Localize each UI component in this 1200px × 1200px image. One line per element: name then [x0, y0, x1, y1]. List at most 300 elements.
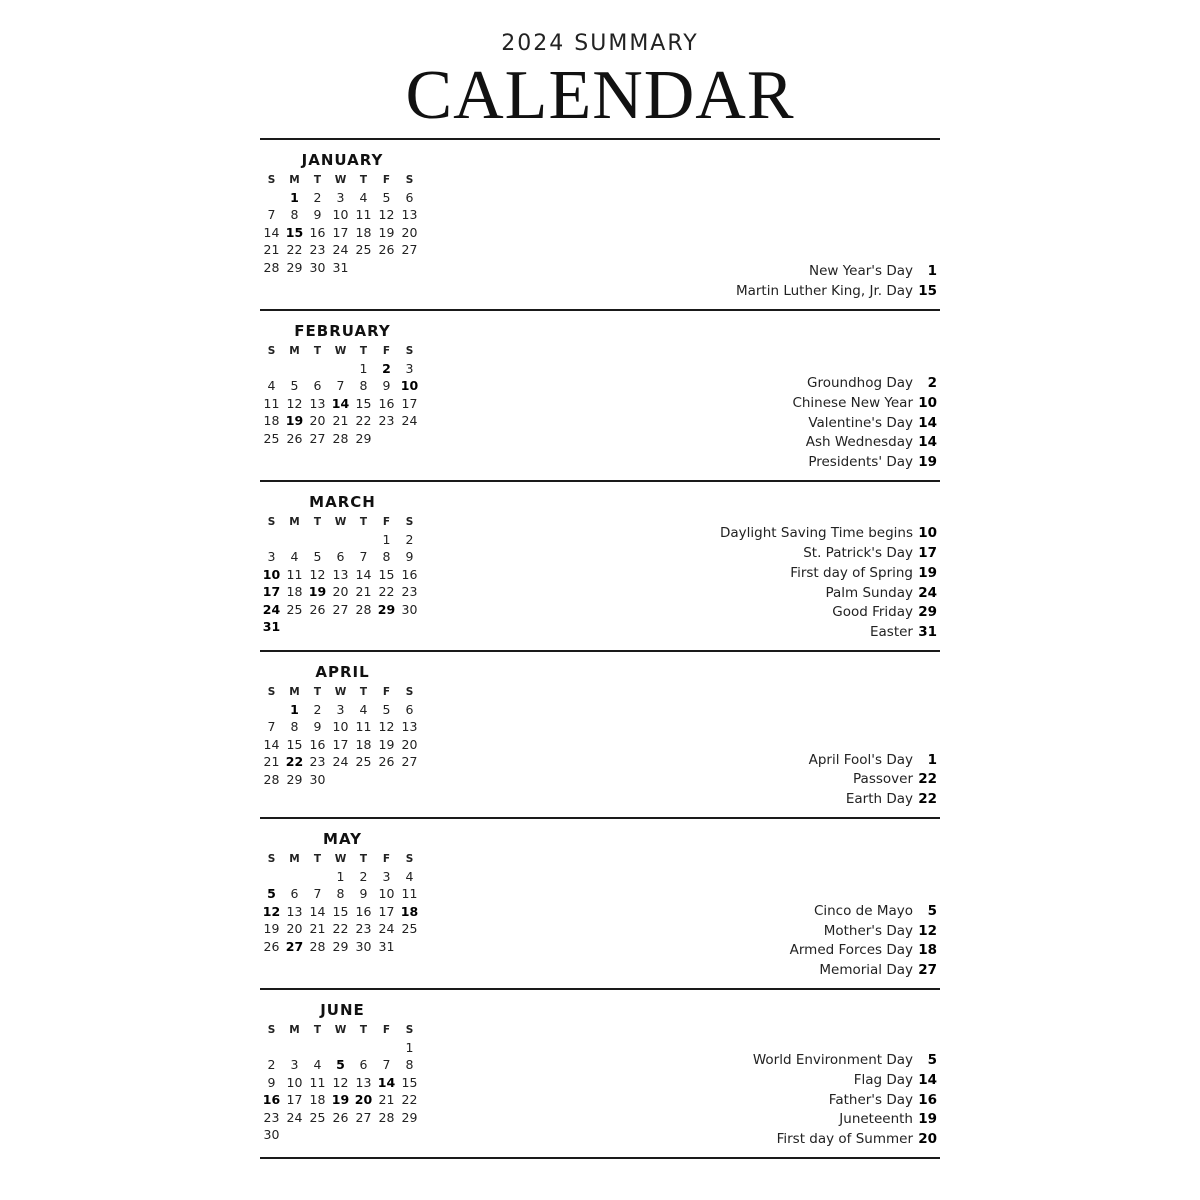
day-cell: 23	[355, 921, 372, 937]
day-cell: 1	[336, 868, 345, 884]
day-cell: 5	[267, 886, 276, 902]
day-cell: 18	[355, 224, 372, 240]
holiday-item	[809, 791, 937, 811]
day-cell: 25	[355, 242, 372, 258]
holiday-item	[809, 752, 937, 772]
day-cell: 14	[355, 566, 372, 582]
day-cell: 26	[378, 754, 395, 770]
weekday-header: S	[405, 685, 414, 698]
day-cell: 12	[378, 719, 395, 735]
day-cell: 1	[382, 531, 391, 547]
day-cell: 15	[286, 736, 303, 752]
day-cell: 21	[378, 1092, 395, 1108]
day-cell: 1	[359, 360, 368, 376]
day-cell: 2	[405, 531, 414, 547]
day-cell: 24	[332, 242, 349, 258]
day-cell: 3	[382, 868, 391, 884]
day-cell: 7	[336, 378, 345, 394]
day-cell: 10	[400, 378, 419, 394]
holiday-date: 1	[927, 751, 937, 768]
holiday-date: 22	[918, 791, 937, 808]
day-cell: 14	[263, 224, 280, 240]
day-cell: 7	[313, 886, 322, 902]
day-cell: 19	[378, 736, 395, 752]
week-row	[260, 920, 425, 938]
weekday-header: W	[334, 515, 347, 528]
weekday-header: S	[267, 685, 276, 698]
day-cell: 4	[405, 868, 414, 884]
weekday-header: F	[382, 515, 391, 528]
week-row	[260, 1056, 425, 1074]
page-title: CALENDAR	[405, 57, 795, 134]
month-section-april	[260, 652, 940, 817]
holiday-name: Valentine's Day	[808, 414, 913, 431]
day-cell: 22	[285, 754, 304, 770]
day-cell: 28	[332, 430, 349, 446]
day-cell: 16	[309, 224, 326, 240]
day-cell: 16	[378, 395, 395, 411]
day-cell: 24	[286, 1109, 303, 1125]
holiday-item	[792, 395, 937, 415]
day-cell: 6	[290, 886, 299, 902]
weekday-header: S	[267, 1023, 276, 1036]
weekday-header: S	[405, 1023, 414, 1036]
day-cell: 12	[286, 395, 303, 411]
weekday-header: T	[313, 344, 322, 357]
weekday-header: W	[334, 1023, 347, 1036]
day-cell: 29	[401, 1109, 418, 1125]
day-cell: 4	[359, 701, 368, 717]
week-row	[260, 771, 425, 789]
month-grid	[260, 342, 425, 447]
day-cell: 17	[286, 1092, 303, 1108]
week-row	[260, 736, 425, 754]
day-cell: 30	[355, 938, 372, 954]
weekday-header: T	[359, 344, 368, 357]
holiday-name: Ash Wednesday	[805, 434, 913, 451]
weekday-header: T	[359, 685, 368, 698]
day-cell: 27	[285, 938, 304, 954]
day-cell: 2	[359, 868, 368, 884]
month-grid	[260, 1021, 425, 1144]
holiday-date: 5	[927, 902, 937, 919]
holiday-list	[790, 903, 937, 982]
day-cell: 9	[405, 549, 414, 565]
holiday-item	[792, 454, 937, 474]
weekday-header-row	[260, 683, 425, 701]
week-row	[260, 1126, 425, 1144]
day-cell: 26	[263, 938, 280, 954]
holiday-item	[790, 962, 937, 982]
day-cell: 18	[309, 1092, 326, 1108]
day-cell: 29	[332, 938, 349, 954]
holiday-name: Martin Luther King, Jr. Day	[735, 283, 913, 300]
month-section-february	[260, 311, 940, 480]
day-cell: 20	[354, 1092, 373, 1108]
day-cell: 18	[400, 903, 419, 919]
week-row	[260, 753, 425, 771]
weekday-header: S	[267, 173, 276, 186]
holiday-date: 14	[918, 434, 937, 451]
week-row	[260, 360, 425, 378]
holiday-date: 19	[918, 564, 937, 581]
day-cell: 2	[313, 189, 322, 205]
day-cell: 7	[382, 1057, 391, 1073]
holiday-item	[792, 415, 937, 435]
day-cell: 8	[290, 207, 299, 223]
holiday-item	[753, 1131, 937, 1151]
day-cell: 19	[331, 1092, 350, 1108]
day-cell: 28	[263, 771, 280, 787]
day-cell: 23	[401, 584, 418, 600]
day-cell: 21	[263, 754, 280, 770]
day-cell: 20	[401, 224, 418, 240]
week-row	[260, 903, 425, 921]
weekday-header: T	[313, 852, 322, 865]
weekday-header: T	[313, 1023, 322, 1036]
day-cell: 16	[355, 903, 372, 919]
week-row	[260, 1091, 425, 1109]
holiday-item	[792, 375, 937, 395]
weekday-header: F	[382, 685, 391, 698]
month-name: APRIL	[315, 663, 370, 681]
day-cell: 4	[290, 549, 299, 565]
holiday-item	[790, 903, 937, 923]
holiday-date: 31	[918, 624, 937, 641]
day-cell: 30	[401, 601, 418, 617]
month-section-january	[260, 140, 940, 309]
day-cell: 20	[309, 413, 326, 429]
day-cell: 22	[286, 242, 303, 258]
weekday-header-row	[260, 1021, 425, 1039]
holiday-item	[720, 585, 937, 605]
weekday-header: F	[382, 173, 391, 186]
day-cell: 22	[355, 413, 372, 429]
day-cell: 15	[285, 224, 304, 240]
day-cell: 18	[355, 736, 372, 752]
day-cell: 11	[286, 566, 303, 582]
day-cell: 13	[401, 207, 418, 223]
day-cell: 29	[286, 771, 303, 787]
weekday-header-row	[260, 171, 425, 189]
day-cell: 10	[332, 719, 349, 735]
day-cell: 6	[336, 549, 345, 565]
holiday-date: 10	[918, 525, 937, 542]
weekday-header: M	[289, 515, 300, 528]
day-cell: 10	[378, 886, 395, 902]
holiday-date: 12	[918, 922, 937, 939]
day-cell: 2	[382, 360, 391, 376]
holiday-date: 18	[918, 942, 937, 959]
month-grid	[260, 683, 425, 788]
holiday-name: Memorial Day	[819, 962, 913, 979]
day-cell: 10	[286, 1074, 303, 1090]
week-row	[260, 430, 425, 448]
day-cell: 4	[313, 1057, 322, 1073]
weekday-header: T	[359, 1023, 368, 1036]
day-cell: 9	[382, 378, 391, 394]
holiday-item	[753, 1111, 937, 1131]
day-cell: 9	[313, 207, 322, 223]
day-cell: 28	[355, 601, 372, 617]
day-cell: 21	[332, 413, 349, 429]
holiday-list	[753, 1052, 937, 1151]
day-cell: 20	[332, 584, 349, 600]
holiday-date: 2	[927, 375, 937, 392]
day-cell: 14	[377, 1074, 396, 1090]
holiday-name: World Environment Day	[752, 1052, 913, 1069]
weekday-header: T	[313, 515, 322, 528]
day-cell: 23	[263, 1109, 280, 1125]
day-cell: 27	[309, 430, 326, 446]
day-cell: 15	[378, 566, 395, 582]
day-cell: 12	[378, 207, 395, 223]
day-cell: 13	[355, 1074, 372, 1090]
month-grid	[260, 513, 425, 636]
week-row	[260, 377, 425, 395]
holiday-list	[736, 263, 937, 303]
day-cell: 14	[331, 395, 350, 411]
weekday-header: F	[382, 1023, 391, 1036]
holiday-date: 14	[918, 414, 937, 431]
holiday-name: Armed Forces Day	[789, 942, 913, 959]
day-cell: 14	[309, 903, 326, 919]
day-cell: 8	[359, 378, 368, 394]
day-cell: 5	[313, 549, 322, 565]
day-cell: 31	[332, 259, 349, 275]
day-cell: 3	[336, 701, 345, 717]
day-cell: 9	[313, 719, 322, 735]
week-row	[260, 868, 425, 886]
weekday-header-row	[260, 513, 425, 531]
holiday-name: Easter	[870, 624, 913, 641]
week-row	[260, 1109, 425, 1127]
weekday-header: T	[359, 173, 368, 186]
day-cell: 4	[359, 189, 368, 205]
day-cell: 19	[308, 584, 327, 600]
holiday-name: St. Patrick's Day	[803, 545, 913, 562]
holiday-item	[720, 565, 937, 585]
day-cell: 27	[355, 1109, 372, 1125]
day-cell: 13	[401, 719, 418, 735]
holiday-name: Mother's Day	[823, 922, 913, 939]
day-cell: 6	[359, 1057, 368, 1073]
holiday-item	[720, 624, 937, 644]
holiday-item	[753, 1092, 937, 1112]
day-cell: 29	[355, 430, 372, 446]
holiday-date: 27	[918, 962, 937, 979]
month-grid	[260, 850, 425, 955]
day-cell: 27	[332, 601, 349, 617]
week-row	[260, 583, 425, 601]
holiday-date: 20	[918, 1131, 937, 1148]
day-cell: 16	[309, 736, 326, 752]
day-cell: 30	[263, 1127, 280, 1143]
day-cell: 28	[309, 938, 326, 954]
day-cell: 17	[332, 736, 349, 752]
weekday-header: W	[334, 685, 347, 698]
holiday-item	[720, 545, 937, 565]
weekday-header: T	[359, 515, 368, 528]
holiday-date: 14	[918, 1071, 937, 1088]
day-cell: 25	[355, 754, 372, 770]
holiday-name: Presidents' Day	[808, 454, 913, 471]
holiday-item	[753, 1052, 937, 1072]
day-cell: 8	[382, 549, 391, 565]
day-cell: 9	[359, 886, 368, 902]
month-section-march	[260, 482, 940, 650]
holiday-date: 10	[918, 394, 937, 411]
weekday-header: F	[382, 344, 391, 357]
day-cell: 3	[405, 360, 414, 376]
holiday-name: Daylight Saving Time begins	[720, 525, 913, 542]
month-name: FEBRUARY	[294, 322, 391, 340]
day-cell: 3	[336, 189, 345, 205]
day-cell: 21	[355, 584, 372, 600]
day-cell: 24	[378, 921, 395, 937]
day-cell: 7	[359, 549, 368, 565]
holiday-list	[792, 375, 937, 474]
holiday-name: Groundhog Day	[807, 375, 913, 392]
day-cell: 8	[405, 1057, 414, 1073]
day-cell: 5	[336, 1057, 345, 1073]
day-cell: 28	[378, 1109, 395, 1125]
holiday-name: Father's Day	[828, 1091, 913, 1108]
day-cell: 17	[332, 224, 349, 240]
holiday-item	[790, 923, 937, 943]
holiday-item	[753, 1072, 937, 1092]
week-row	[260, 224, 425, 242]
divider	[260, 1157, 940, 1159]
week-row	[260, 548, 425, 566]
day-cell: 27	[401, 754, 418, 770]
month-name: MARCH	[309, 493, 376, 511]
weekday-header: S	[267, 344, 276, 357]
week-row	[260, 259, 425, 277]
week-row	[260, 938, 425, 956]
day-cell: 5	[382, 701, 391, 717]
weekday-header: S	[267, 852, 276, 865]
holiday-date: 5	[927, 1052, 937, 1069]
day-cell: 13	[309, 395, 326, 411]
week-row	[260, 885, 425, 903]
day-cell: 3	[267, 549, 276, 565]
week-row	[260, 1039, 425, 1057]
day-cell: 31	[378, 938, 395, 954]
holiday-name: First day of Spring	[790, 564, 913, 581]
month-section-june	[260, 990, 940, 1157]
day-cell: 5	[290, 378, 299, 394]
day-cell: 12	[332, 1074, 349, 1090]
day-cell: 11	[263, 395, 280, 411]
weekday-header: S	[267, 515, 276, 528]
weekday-header: M	[289, 344, 300, 357]
weekday-header: S	[405, 852, 414, 865]
day-cell: 24	[332, 754, 349, 770]
day-cell: 15	[355, 395, 372, 411]
day-cell: 2	[313, 701, 322, 717]
holiday-name: Passover	[853, 771, 913, 788]
day-cell: 8	[336, 886, 345, 902]
day-cell: 19	[285, 413, 304, 429]
day-cell: 17	[401, 395, 418, 411]
day-cell: 16	[262, 1092, 281, 1108]
day-cell: 23	[309, 242, 326, 258]
day-cell: 19	[378, 224, 395, 240]
day-cell: 21	[263, 242, 280, 258]
day-cell: 26	[309, 601, 326, 617]
holiday-name: Flag Day	[853, 1071, 913, 1088]
day-cell: 26	[378, 242, 395, 258]
weekday-header-row	[260, 850, 425, 868]
day-cell: 9	[267, 1074, 276, 1090]
day-cell: 29	[286, 259, 303, 275]
day-cell: 3	[290, 1057, 299, 1073]
day-cell: 10	[332, 207, 349, 223]
day-cell: 12	[262, 903, 281, 919]
day-cell: 17	[262, 584, 281, 600]
holiday-name: Juneteenth	[839, 1111, 913, 1128]
day-cell: 29	[377, 601, 396, 617]
day-cell: 20	[401, 736, 418, 752]
week-row	[260, 601, 425, 619]
weekday-header: W	[334, 852, 347, 865]
day-cell: 14	[263, 736, 280, 752]
weekday-header: S	[405, 344, 414, 357]
day-cell: 11	[309, 1074, 326, 1090]
weekday-header: W	[334, 173, 347, 186]
day-cell: 11	[355, 719, 372, 735]
holiday-item	[720, 604, 937, 624]
holiday-date: 19	[918, 454, 937, 471]
weekday-header-row	[260, 342, 425, 360]
day-cell: 20	[286, 921, 303, 937]
day-cell: 26	[332, 1109, 349, 1125]
day-cell: 6	[405, 701, 414, 717]
holiday-date: 29	[918, 604, 937, 621]
day-cell: 6	[313, 378, 322, 394]
month-section-may	[260, 819, 940, 988]
day-cell: 18	[263, 413, 280, 429]
page-subtitle: 2024 SUMMARY	[501, 31, 699, 56]
day-cell: 27	[401, 242, 418, 258]
holiday-item	[790, 942, 937, 962]
holiday-name: Palm Sunday	[825, 584, 913, 601]
holiday-item	[736, 283, 937, 303]
holiday-date: 15	[918, 283, 937, 300]
day-cell: 25	[401, 921, 418, 937]
day-cell: 22	[332, 921, 349, 937]
day-cell: 12	[309, 566, 326, 582]
weekday-header: S	[405, 515, 414, 528]
day-cell: 21	[309, 921, 326, 937]
day-cell: 16	[401, 566, 418, 582]
weekday-header: M	[289, 173, 300, 186]
day-cell: 15	[401, 1074, 418, 1090]
weekday-header: T	[313, 173, 322, 186]
day-cell: 13	[332, 566, 349, 582]
holiday-item	[809, 771, 937, 791]
day-cell: 23	[378, 413, 395, 429]
holiday-date: 16	[918, 1091, 937, 1108]
day-cell: 24	[401, 413, 418, 429]
weekday-header: T	[359, 852, 368, 865]
month-name: JUNE	[320, 1001, 365, 1019]
holiday-name: Chinese New Year	[792, 394, 913, 411]
day-cell: 25	[286, 601, 303, 617]
day-cell: 13	[286, 903, 303, 919]
week-row	[260, 189, 425, 207]
